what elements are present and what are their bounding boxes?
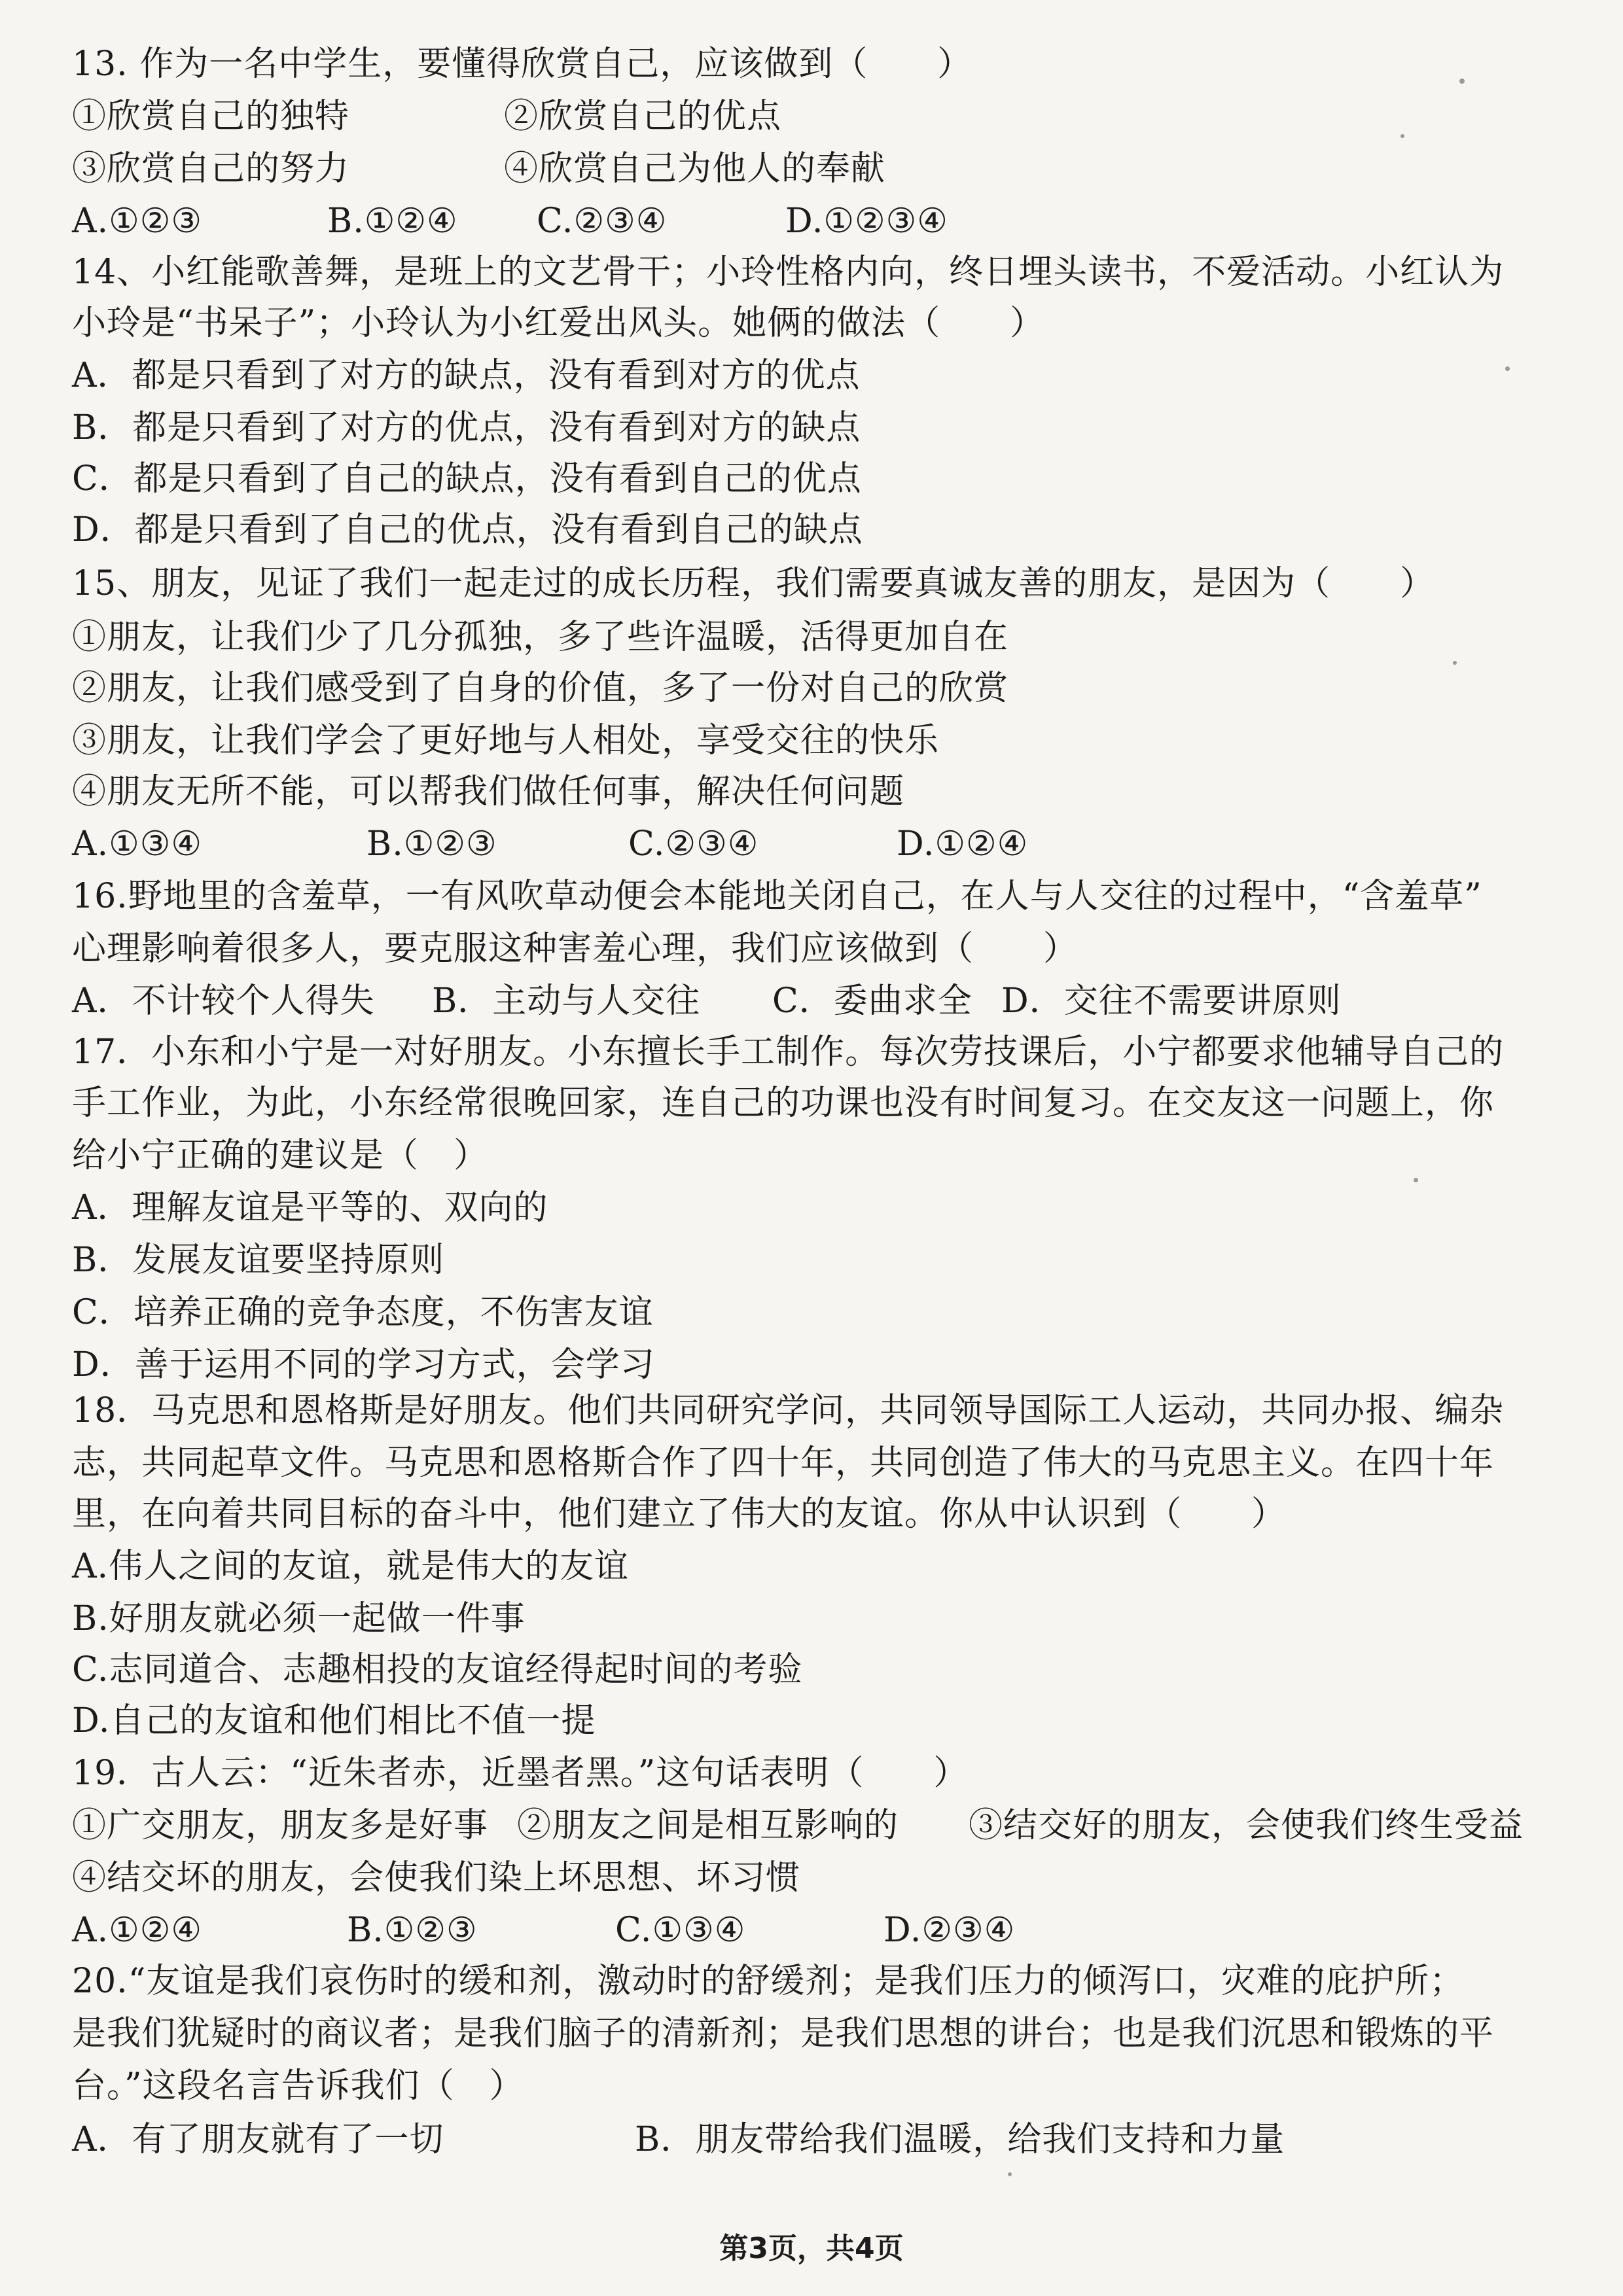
question-20-option-a: A．有了朋友就有了一切 bbox=[72, 2120, 444, 2159]
question-19-option-c: C.①③④ bbox=[615, 1911, 746, 1950]
question-15-stem: 15、朋友，见证了我们一起走过的成长历程，我们需要真诚友善的朋友，是因为（ ） bbox=[72, 564, 1435, 603]
scan-speck bbox=[1459, 79, 1465, 84]
question-16-stem-line-2: 心理影响着很多人，要克服这种害羞心理，我们应该做到（ ） bbox=[72, 929, 1079, 968]
question-14-option-a: A．都是只看到了对方的缺点，没有看到对方的优点 bbox=[72, 356, 861, 395]
question-13-option-c: C.②③④ bbox=[537, 202, 668, 241]
question-19-option-a: A.①②④ bbox=[72, 1911, 202, 1950]
question-18-option-b: B.好朋友就必须一起做一件事 bbox=[72, 1599, 526, 1638]
question-13-stem: 13. 作为一名中学生，要懂得欣赏自己，应该做到（ ） bbox=[72, 44, 972, 84]
question-17-stem-line-2: 手工作业，为此，小东经常很晚回家，连自己的功课也没有时间复习。在交友这一问题上，你 bbox=[72, 1084, 1495, 1123]
question-13-option-a: A.①②③ bbox=[72, 202, 202, 241]
question-18-option-a: A.伟人之间的友谊，就是伟大的友谊 bbox=[72, 1547, 630, 1586]
question-14-stem-line-2: 小玲是“书呆子”；小玲认为小红爱出风头。她俩的做法（ ） bbox=[72, 304, 1045, 343]
question-17-stem-line-3: 给小宁正确的建议是（ ） bbox=[72, 1136, 489, 1175]
scan-speck bbox=[1400, 134, 1404, 138]
question-13-item-1: ①欣赏自己的独特 bbox=[72, 97, 350, 136]
question-19-item-2: ②朋友之间是相互影响的 bbox=[517, 1806, 899, 1845]
question-16-option-d: D．交往不需要讲原则 bbox=[1001, 981, 1342, 1021]
question-19-stem: 19．古人云：“近朱者赤，近墨者黑。”这句话表明（ ） bbox=[72, 1754, 969, 1793]
page-number-footer: 第3页，共4页 bbox=[719, 2232, 904, 2265]
question-20-stem-line-2: 是我们犹疑时的商议者；是我们脑子的清新剂；是我们思想的讲台；也是我们沉思和锻炼的平 bbox=[72, 2014, 1495, 2053]
question-13-option-b: B.①②④ bbox=[327, 202, 458, 241]
question-13-option-d: D.①②③④ bbox=[785, 202, 948, 241]
question-16-stem-line-1: 16.野地里的含羞草，一有风吹草动便会本能地关闭自己，在人与人交往的过程中，“含羞草” bbox=[72, 877, 1482, 916]
question-14-option-c: C．都是只看到了自己的缺点，没有看到自己的优点 bbox=[72, 459, 862, 499]
question-15-item-2: ②朋友，让我们感受到了自身的价值，多了一份对自己的欣赏 bbox=[72, 669, 1009, 708]
scan-speck bbox=[1414, 1178, 1418, 1182]
question-15-item-3: ③朋友，让我们学会了更好地与人相处，享受交往的快乐 bbox=[72, 721, 940, 760]
question-19-option-b: B.①②③ bbox=[347, 1911, 478, 1950]
question-15-item-1: ①朋友，让我们少了几分孤独，多了些许温暖，活得更加自在 bbox=[72, 618, 1009, 657]
question-19-item-1: ①广交朋友，朋友多是好事 bbox=[72, 1806, 489, 1845]
question-19-item-4: ④结交坏的朋友，会使我们染上坏思想、坏习惯 bbox=[72, 1858, 801, 1898]
question-15-option-d: D.①②④ bbox=[897, 824, 1029, 864]
question-20-option-b: B．朋友带给我们温暖，给我们支持和力量 bbox=[635, 2120, 1285, 2159]
question-13-item-3: ③欣赏自己的努力 bbox=[72, 149, 350, 188]
question-14-option-b: B．都是只看到了对方的优点，没有看到对方的缺点 bbox=[72, 408, 861, 448]
question-14-stem-line-1: 14、小红能歌善舞，是班上的文艺骨干；小玲性格内向，终日埋头读书，不爱活动。小红认为 bbox=[72, 253, 1505, 292]
question-20-stem-line-1: 20.“友谊是我们哀伤时的缓和剂，激动时的舒缓剂；是我们压力的倾泻口，灾难的庇护所； bbox=[72, 1962, 1465, 2001]
scan-speck bbox=[1505, 366, 1510, 371]
question-14-option-d: D．都是只看到了自己的优点，没有看到自己的缺点 bbox=[72, 510, 863, 550]
question-13-item-2: ②欣赏自己的优点 bbox=[504, 97, 782, 136]
question-17-option-b: B．发展友谊要坚持原则 bbox=[72, 1241, 445, 1280]
question-17-option-c: C．培养正确的竞争态度，不伤害友谊 bbox=[72, 1293, 654, 1332]
question-17-stem-line-1: 17．小东和小宁是一对好朋友。小东擅长手工制作。每次劳技课后，小宁都要求他辅导自己的 bbox=[72, 1033, 1505, 1072]
scan-speck bbox=[1453, 661, 1457, 665]
question-15-option-c: C.②③④ bbox=[628, 824, 759, 864]
question-18-option-c: C.志同道合、志趣相投的友谊经得起时间的考验 bbox=[72, 1650, 803, 1689]
question-17-option-d: D．善于运用不同的学习方式，会学习 bbox=[72, 1345, 655, 1385]
question-16-option-a: A．不计较个人得失 bbox=[72, 981, 375, 1021]
question-15-option-b: B.①②③ bbox=[366, 824, 497, 864]
question-20-stem-line-3: 台。”这段名言告诉我们（ ） bbox=[72, 2066, 524, 2106]
question-15-item-4: ④朋友无所不能，可以帮我们做任何事，解决任何问题 bbox=[72, 772, 905, 811]
question-18-stem-line-3: 里，在向着共同目标的奋斗中，他们建立了伟大的友谊。你从中认识到（ ） bbox=[72, 1494, 1287, 1534]
question-19-item-3: ③结交好的朋友，会使我们终生受益 bbox=[969, 1806, 1524, 1845]
question-17-option-a: A．理解友谊是平等的、双向的 bbox=[72, 1188, 548, 1227]
question-19-option-d: D.②③④ bbox=[883, 1911, 1016, 1950]
question-13-item-4: ④欣赏自己为他人的奉献 bbox=[504, 149, 886, 188]
scan-speck bbox=[1008, 2172, 1012, 2176]
question-18-stem-line-1: 18．马克思和恩格斯是好朋友。他们共同研究学问，共同领导国际工人运动，共同办报、编杂 bbox=[72, 1391, 1505, 1430]
question-16-option-b: B．主动与人交往 bbox=[432, 981, 701, 1021]
question-18-stem-line-2: 志，共同起草文件。马克思和恩格斯合作了四十年，共同创造了伟大的马克思主义。在四十年 bbox=[72, 1443, 1495, 1483]
question-18-option-d: D.自己的友谊和他们相比不值一提 bbox=[72, 1701, 596, 1740]
question-15-option-a: A.①③④ bbox=[72, 824, 202, 864]
question-16-option-c: C．委曲求全 bbox=[772, 981, 972, 1021]
